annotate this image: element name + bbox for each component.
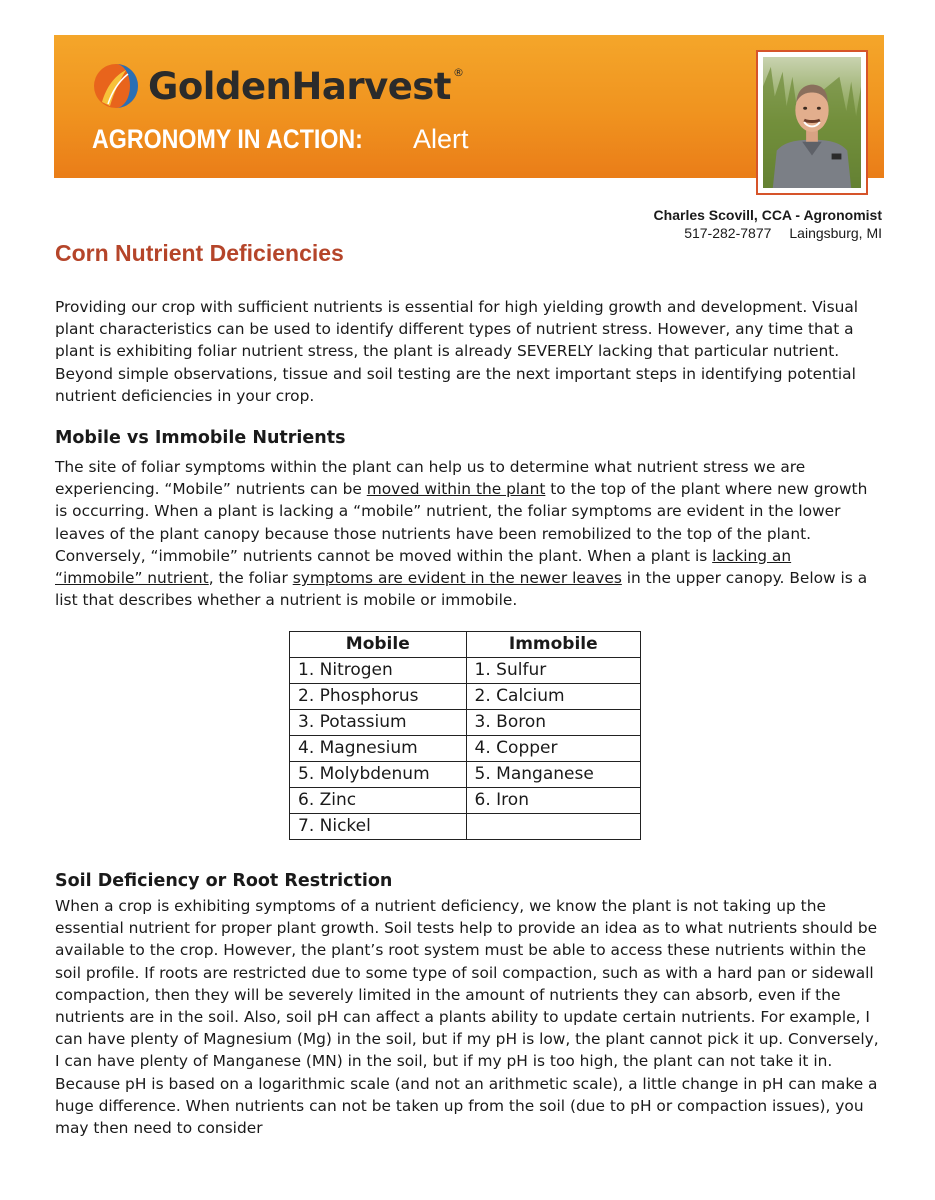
table-cell: 1. Sulfur	[466, 658, 640, 684]
section-heading-mobile: Mobile vs Immobile Nutrients	[55, 428, 346, 448]
table-cell: 3. Potassium	[290, 710, 467, 736]
author-location: Laingsburg, MI	[789, 225, 882, 241]
table-cell: 6. Zinc	[290, 788, 467, 814]
underline-lacking: lacking an “immobile” nutrient	[55, 546, 792, 588]
table-header-row	[290, 632, 641, 658]
table-row	[290, 684, 641, 710]
table-cell: 1. Nitrogen	[290, 658, 467, 684]
author-contact	[654, 224, 882, 242]
table-cell: 2. Phosphorus	[290, 684, 467, 710]
brand-logo	[92, 60, 464, 112]
underline-symptoms: symptoms are evident in the newer leaves	[292, 569, 622, 588]
nutrient-table	[289, 631, 641, 840]
golden-harvest-leaf-icon	[92, 62, 140, 110]
page-title: Corn Nutrient Deficiencies	[55, 240, 344, 266]
table-row	[290, 710, 641, 736]
table-cell	[466, 814, 640, 840]
table-cell: 5. Manganese	[466, 762, 640, 788]
brand-name: GoldenHarvest	[148, 64, 451, 108]
table-cell: 2. Calcium	[466, 684, 640, 710]
mobile-text-3: , the foliar	[208, 569, 293, 588]
mobile-text-1: The site of foliar symptoms within the plant can help us to determine what nutrient stress we are experiencing. “Mobile” nutrients can be	[55, 458, 806, 499]
author-photo-frame	[756, 50, 868, 195]
table-row	[290, 762, 641, 788]
table-row	[290, 658, 641, 684]
author-photo	[763, 57, 861, 188]
underline-moved: moved within the plant	[366, 480, 546, 499]
table-cell: 4. Magnesium	[290, 736, 467, 762]
author-phone: 517-282-7877	[684, 225, 772, 241]
mobile-paragraph	[55, 456, 883, 611]
column-header-immobile: Immobile	[466, 632, 640, 658]
tagline	[92, 124, 469, 155]
column-header-mobile: Mobile	[290, 632, 467, 658]
mobile-text-2: to the top of the plant where new growth is occurring. When a plant is lacking a “mobile” nutrient, the foliar symptoms are evident in the lower leaves of the plant canopy because those nutrients have been remobilized to the top of the plant. Conversely, “immobile” nutrients cannot be moved within the plant. When a plant is	[55, 480, 868, 565]
table-row	[290, 736, 641, 762]
table-cell: 6. Iron	[466, 788, 640, 814]
table-cell: 7. Nickel	[290, 814, 467, 840]
tagline-light: Alert	[413, 124, 469, 154]
table-cell: 5. Molybdenum	[290, 762, 467, 788]
mobile-text-4: in the upper canopy. Below is a list that describes whether a nutrient is mobile or immobile.	[55, 569, 868, 610]
table-cell: 3. Boron	[466, 710, 640, 736]
intro-paragraph: Providing our crop with sufficient nutrients is essential for high yielding growth and development. Visual plant characteristics can be used to identify different types of nutrient stress. However, any time that a plant is exhibiting foliar nutrient stress, the plant is already SEVERELY lacking that particular nutrient. Beyond simple observations, tissue and soil testing are the next important steps in identifying potential nutrient deficiencies in your crop.	[55, 298, 859, 405]
tagline-strong: AGRONOMY IN ACTION:	[92, 124, 363, 154]
registered-mark: ®	[453, 66, 464, 79]
table-row	[290, 788, 641, 814]
soil-paragraph: When a crop is exhibiting symptoms of a nutrient deficiency, we know the plant is not taking up the essential nutrient for proper plant growth. Soil tests help to provide an idea as to what nutrients should be available to the crop. However, the plant’s root system must be able to access these nutrients within the soil profile. If roots are restricted due to some type of soil compaction, such as with a hard pan or sidewall compaction, then they will be severely limited in the amount of nutrients they can absorb, even if the nutrients are in the soil. Also, soil pH can affect a plants ability to update certain nutrients. For example, I can have plenty of Magnesium (Mg) in the soil, but if my pH is low, the plant cannot pick it up. Conversely, I can have plenty of Manganese (MN) in the soil, but if my pH is too high, the plant can not take it in. Because pH is based on a logarithmic scale (and not an arithmetic scale), a little change in pH can make a huge difference. When nutrients can not be taken up from the soil (due to pH or compaction issues), you may then need to consider	[55, 897, 879, 1138]
author-name: Charles Scovill, CCA - Agronomist	[653, 207, 882, 223]
author-block	[654, 206, 882, 242]
table-row	[290, 814, 641, 840]
table-cell: 4. Copper	[466, 736, 640, 762]
section-heading-soil: Soil Deficiency or Root Restriction	[55, 871, 393, 891]
